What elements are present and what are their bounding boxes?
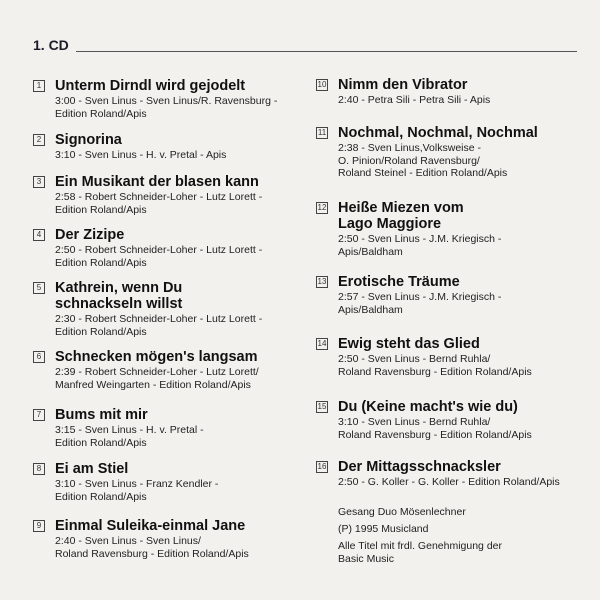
- track-details-line: 2:40 - Sven Linus - Sven Linus/: [55, 535, 201, 547]
- track-details-line: 3:10 - Sven Linus - H. v. Pretal - Apis: [55, 149, 227, 161]
- track-number-box: 2: [33, 134, 45, 146]
- track-item: [33, 227, 303, 269]
- track-number-box: 11: [317, 128, 327, 137]
- track-details-line: 2:30 - Robert Schneider-Loher - Lutz Lorett -: [55, 313, 263, 325]
- track-title: Ewig steht das Glied: [338, 336, 480, 352]
- track-details-line: Edition Roland/Apis: [55, 203, 147, 216]
- track-title: Du (Keine macht's wie du): [338, 399, 518, 415]
- track-details-line: Apis/Baldham: [338, 303, 403, 316]
- track-title: Ein Musikant der blasen kann: [55, 174, 259, 190]
- track-number-box: 16: [317, 462, 327, 471]
- track-number-box: 10: [317, 80, 327, 89]
- track-title: Schnecken mögen's langsam: [55, 349, 258, 365]
- track-details-line: Edition Roland/Apis: [55, 490, 147, 503]
- track-number-box: 5: [33, 282, 45, 294]
- track-title: Nimm den Vibrator: [338, 77, 468, 93]
- track-number-box: 12: [317, 203, 327, 212]
- track-details-line: 3:10 - Sven Linus - Bernd Ruhla/: [338, 416, 491, 428]
- permission-credit: Alle Titel mit frdl. Genehmigung der Basic Music: [338, 540, 502, 565]
- track-details-line: 2:50 - G. Koller - G. Koller - Edition Roland/Apis: [338, 476, 560, 488]
- track-details-line: O. Pinion/Roland Ravensburg/: [338, 154, 480, 167]
- track-title: Erotische Träume: [338, 274, 460, 290]
- track-details-line: Edition Roland/Apis: [55, 107, 147, 120]
- track-number-box: 6: [33, 351, 45, 363]
- track-number-box: 1: [33, 80, 45, 92]
- track-details-line: Edition Roland/Apis: [55, 256, 147, 269]
- track-details-line: 3:00 - Sven Linus - Sven Linus/R. Ravensburg -: [55, 95, 278, 107]
- track-item: [316, 459, 586, 489]
- track-item: [33, 518, 303, 560]
- track-item: [33, 174, 303, 216]
- track-title: Kathrein, wenn Du schnackseln willst: [55, 280, 183, 312]
- track-details-line: Manfred Weingarten - Edition Roland/Apis: [55, 378, 251, 391]
- track-item: [33, 407, 303, 449]
- track-item: [316, 336, 586, 378]
- track-number-box: 13: [317, 277, 327, 286]
- track-title: Einmal Suleika-einmal Jane: [55, 518, 246, 534]
- track-number-box: 14: [317, 339, 327, 348]
- track-details-line: 2:58 - Robert Schneider-Loher - Lutz Lorett -: [55, 191, 263, 203]
- heading-rule: [76, 51, 577, 52]
- track-number-box: 8: [33, 463, 45, 475]
- track-item: [316, 274, 586, 316]
- track-details-line: Edition Roland/Apis: [55, 325, 147, 338]
- track-details-line: 2:40 - Petra Sili - Petra Sili - Apis: [338, 94, 491, 106]
- track-details-line: 2:50 - Robert Schneider-Loher - Lutz Lorett -: [55, 244, 263, 256]
- track-details-line: Edition Roland/Apis: [55, 436, 147, 449]
- track-item: [316, 77, 586, 107]
- track-details-line: 2:57 - Sven Linus - J.M. Kriegisch -: [338, 291, 502, 303]
- track-item: [316, 125, 586, 180]
- credits: [338, 506, 513, 565]
- track-details-line: Apis/Baldham: [338, 245, 403, 258]
- track-item: [33, 132, 303, 162]
- track-title: Der Mittagsschnacksler: [338, 459, 501, 475]
- track-item: [316, 200, 586, 258]
- track-number-box: 9: [33, 520, 45, 532]
- track-details-line: 2:50 - Sven Linus - Bernd Ruhla/: [338, 353, 491, 365]
- track-details-line: Roland Steinel - Edition Roland/Apis: [338, 167, 508, 179]
- track-details-line: Roland Ravensburg - Edition Roland/Apis: [55, 547, 249, 560]
- track-title: Unterm Dirndl wird gejodelt: [55, 78, 246, 94]
- track-details-line: Roland Ravensburg - Edition Roland/Apis: [338, 365, 532, 378]
- track-title: Heiße Miezen vom Lago Maggiore: [338, 200, 464, 232]
- track-number-box: 7: [33, 409, 45, 421]
- copyright-credit: (P) 1995 Musicland: [338, 523, 429, 535]
- track-number-box: 15: [317, 402, 327, 411]
- track-item: [316, 399, 586, 441]
- track-title: Bums mit mir: [55, 407, 148, 423]
- performer-credit: Gesang Duo Mösenlechner: [338, 506, 466, 518]
- track-details-line: 2:38 - Sven Linus,Volksweise -: [338, 142, 481, 154]
- cd-heading: 1. CD: [33, 37, 69, 53]
- track-title: Der Zizipe: [55, 227, 125, 243]
- track-number-box: 4: [33, 229, 45, 241]
- track-details-line: 2:39 - Robert Schneider-Loher - Lutz Lorett/: [55, 366, 259, 378]
- track-details-line: 3:10 - Sven Linus - Franz Kendler -: [55, 478, 219, 490]
- track-number-box: 3: [33, 176, 45, 188]
- track-title: Ei am Stiel: [55, 461, 129, 477]
- track-title: Signorina: [55, 132, 122, 148]
- track-item: [33, 280, 303, 338]
- track-item: [33, 461, 303, 503]
- track-title: Nochmal, Nochmal, Nochmal: [338, 125, 538, 141]
- track-details-line: 2:50 - Sven Linus - J.M. Kriegisch -: [338, 233, 502, 245]
- track-item: [33, 349, 303, 391]
- track-item: [33, 78, 303, 120]
- track-details-line: 3:15 - Sven Linus - H. v. Pretal -: [55, 424, 204, 436]
- track-details-line: Roland Ravensburg - Edition Roland/Apis: [338, 428, 532, 441]
